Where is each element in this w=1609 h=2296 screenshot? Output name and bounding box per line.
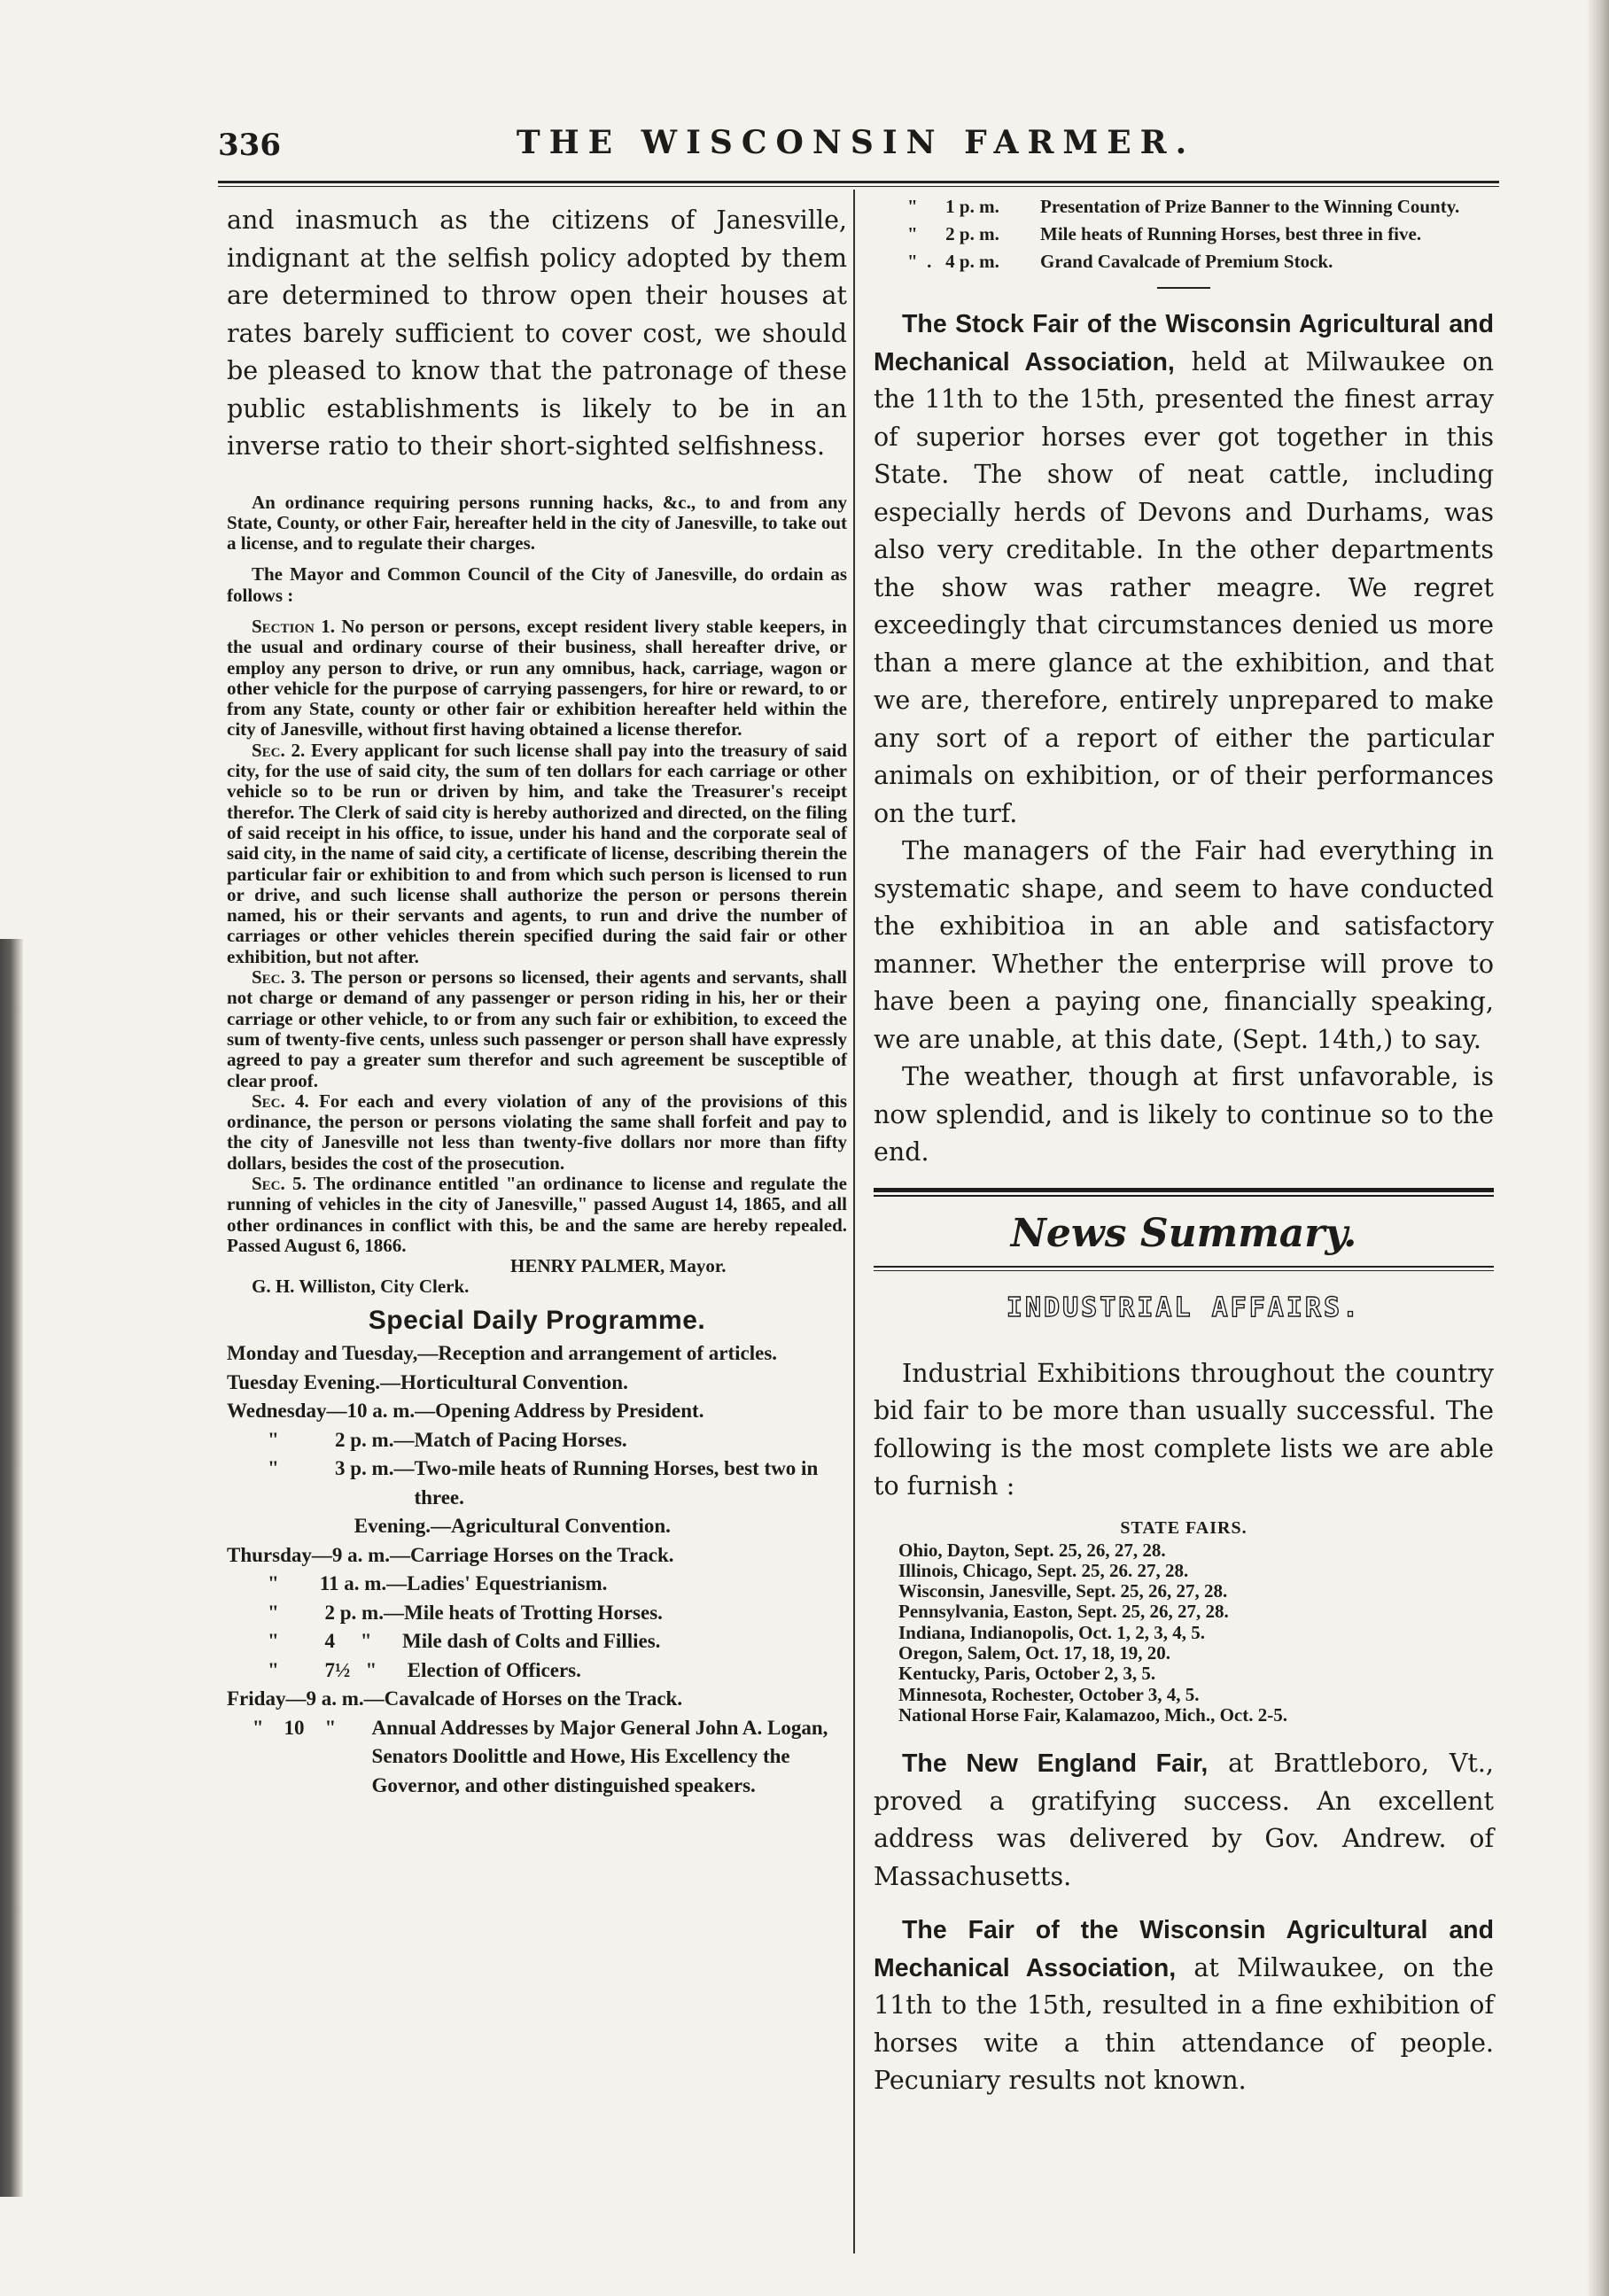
section-text: For each and every violation of any of the provisions of this ordinance, the person or persons violating the same shall forfeit and pay to the city of Janesville not less than twenty-five dollars nor more than fifty dollars, besides the cost of the prosecution. — [227, 1090, 848, 1174]
wisconsin-fair-paragraph — [874, 1912, 1494, 2100]
programme-entry: " 3 p. m.— Two-mile heats of Running Horses, best two in three. — [227, 1457, 819, 1509]
state-fair-item: Minnesota, Rochester, October 3, 4, 5. — [898, 1683, 1200, 1705]
section-label: Sec. 3. — [252, 966, 306, 989]
section-text: Every applicant for such license shall pay into the treasury of said city, for the use of said city, the sum of ten dollars for each carriage or other vehicle so to be run or driven by him, and take the Treasurer's receipt therefor. The Clerk of said city is hereby authorized and directed, on the filing of said receipt in his office, to issue, under his hand and the corporate seal of said city, in the name of said city, a certificate of license, describing therein the particular fair or exhibition to and from which such person is licensed to run or drive, and such license shall authorize the person or persons therein named, his or their servants and agents, to run and drive the number of carriages or other vehicles therein specified during the said fair or other exhibition, but not after. — [227, 739, 847, 967]
state-fair-item: Oregon, Salem, Oct. 17, 18, 19, 20. — [898, 1641, 1171, 1664]
state-fairs-heading: STATE FAIRS. — [1120, 1517, 1248, 1538]
programme-entry: " 2 p. m.— Mile heats of Trotting Horses. — [227, 1601, 663, 1624]
section-label: Section 1. — [252, 615, 335, 637]
state-fair-item: Kentucky, Paris, October 2, 3, 5. — [898, 1663, 1156, 1685]
programme-entry: Wednesday—10 a. m.— Opening Address by President. — [227, 1400, 704, 1423]
section-label: Sec. 5. — [252, 1173, 307, 1194]
double-rule — [874, 1188, 1494, 1200]
ordinance-section-3 — [227, 967, 847, 1091]
state-fair-item: Wisconsin, Janesville, Sept. 25, 26, 27, 28. — [898, 1580, 1228, 1602]
programme-continued — [874, 193, 1494, 275]
programme-entry: " 7½ " Election of Officers. — [227, 1658, 581, 1681]
programme-entry: " . 4 p. m. Grand Cavalcade of Premium Stock. — [907, 251, 1333, 272]
wisconsin-fair-text: at Milwaukee, on the 11th to the 15th, resulted in a fine exhibition of horses wite a thin attendance of people. Pecuniary results not known. — [874, 1952, 1494, 2096]
ordinance-title: An ordinance requiring persons running hacks, &c., to and from any State, County, or other Fair, hereafter held in the city of Janesville, to take out a license, and to regulate their charges. — [227, 491, 847, 555]
intro-paragraph: and inasmuch as the citizens of Janesville, indignant at the selfish policy adopted by them are determined to throw open their houses at rates barely sufficient to cover cost, we should be pleased to know that the patronage of these public establishments is likely to be in an inverse ratio to their short-sighted selfishness. — [227, 206, 847, 461]
ordinance-section-5 — [227, 1174, 847, 1256]
programme-title: Special Daily Programme. — [368, 1306, 706, 1336]
industrial-paragraph: Industrial Exhibitions throughout the country bid fair to be more than usually successful. The following is the most complete lists we are able to furnish : — [874, 1358, 1494, 1501]
ordinance-enacting-clause: The Mayor and Common Council of the City of Janesville, do ordain as follows : — [227, 563, 847, 606]
section-text: The person or persons so licensed, their agents and servants, shall not charge or demand of any passenger or person riding in his, her or their carriage or other vehicle, to or from any such fair or exhibition, to exceed the sum of twenty-five cents, unless such passenger or person shall have expressly agreed to pay a greater sum therefor and such agreement be susceptible of clear proof. — [227, 966, 847, 1091]
section-text: The ordinance entitled "an ordinance to license and regulate the running of vehicles in the city of Janesville," passed August 14, 1865, and all other ordinances in conflict with this, be and the same are hereby repealed. Passed August 6, 1866. — [227, 1173, 847, 1256]
programme-entry: Tuesday Evening.— Horticultural Convention. — [227, 1370, 628, 1393]
thin-double-rule — [874, 1266, 1494, 1275]
section-separator — [874, 277, 1494, 299]
stock-fair-text: held at Milwaukee on the 11th to the 15th, presented the finest array of superior horses ever got together in this State. The show of neat cattle, including especially herds of Devons and Durhams, was also very creditable. In the other departments the show was rather meagre. We regret exceedingly that circumstances denied us more than a mere glance at the exhibition, and that we are, therefore, entirely unprepared to make any sort of a report of either the particular animals on exhibition, or of their performances on the turf. — [874, 346, 1495, 828]
ordinance-section-1 — [227, 617, 847, 741]
ordinance-section-4 — [227, 1091, 847, 1174]
state-fair-item: Indiana, Indianopolis, Oct. 1, 2, 3, 4, 5. — [898, 1621, 1206, 1643]
stock-fair-paragraph — [874, 306, 1494, 833]
left-column — [227, 202, 847, 1800]
programme-entry: " 2 p. m.— Match of Pacing Horses. — [227, 1428, 627, 1451]
stock-fair-heading: The Stock Fair of the Wisconsin Agricultural and Mechanical Association, — [874, 310, 1494, 376]
section-label: Sec. 2. — [252, 739, 306, 761]
managers-paragraph: The managers of the Fair had everything in systematic shape, and seem to have conducted the exhibitioa in an able and satisfactory manner. Whether the enterprise will prove to have been a paying one, financially speaking, we are unable, at this date, (Sept. 14th,) to say. — [874, 836, 1494, 1054]
running-head — [218, 124, 1494, 174]
journal-title: THE WISCONSIN FARMER. — [516, 124, 1196, 161]
programme-entry: Thursday—9 a. m.— Carriage Horses on the Track. — [227, 1543, 674, 1566]
programme-entry: Evening.—Agricultural Convention. — [354, 1515, 671, 1538]
programme-list — [227, 1339, 847, 1800]
programme-entry: Friday—9 a. m.— Cavalcade of Horses on the Track. — [227, 1687, 683, 1710]
section-label: Sec. 4. — [252, 1090, 309, 1112]
state-fair-item: Ohio, Dayton, Sept. 25, 26, 27, 28. — [898, 1539, 1166, 1561]
ordinance-section-2 — [227, 741, 847, 967]
page-number: 336 — [218, 128, 281, 163]
programme-entry: " 2 p. m. Mile heats of Running Horses, best three in five. — [907, 223, 1422, 244]
programme-entry: Monday and Tuesday,— Reception and arrangement of articles. — [227, 1342, 778, 1365]
programme-entry: " 10 " Annual Addresses by Major General John A. Logan, Senators Doolittle and Howe, His Excellency the Governor, and other distinguished speakers. — [227, 1716, 828, 1796]
clerk-signature: G. H. Williston, City Clerk. — [252, 1276, 470, 1298]
programme-entry: " 1 p. m. Presentation of Prize Banner to the Winning County. — [907, 196, 1460, 217]
state-fair-item: Pennsylvania, Easton, Sept. 25, 26, 27, 28. — [898, 1601, 1229, 1623]
news-summary-heading: News Summary. — [1010, 1210, 1357, 1256]
binding-edge-strip — [0, 939, 23, 2197]
new-england-fair-paragraph — [874, 1745, 1494, 1896]
page-edge-shadow — [1586, 0, 1609, 2296]
header-rule-thin — [218, 186, 1499, 187]
state-fair-item: National Horse Fair, Kalamazoo, Mich., Oct. 2-5. — [898, 1703, 1287, 1726]
column-divider — [853, 190, 855, 2253]
new-england-fair-heading: The New England Fair, — [902, 1749, 1209, 1779]
new-england-fair-text: at Brattleboro, Vt., proved a gratifying success. An excellent address was delivered by Gov. Andrew. of Massachusetts. — [874, 1749, 1494, 1891]
state-fairs-list — [874, 1540, 1494, 1726]
state-fair-item: Illinois, Chicago, Sept. 25, 26. 27, 28. — [898, 1559, 1189, 1581]
industrial-affairs-heading: INDUSTRIAL AFFAIRS. — [1006, 1292, 1362, 1323]
section-text: No person or persons, except resident livery stable keepers, in the usual and ordinary course of their business, shall hereafter drive, or employ any person to drive, or run any omnibus, hack, carriage, wagon or other vehicle for the purpose of carrying passengers, for hire or reward, to or from any State, county or other fair or exhibition hereafter held within the city of Janesville, without first having obtained a license therefor. — [227, 615, 848, 741]
wisconsin-fair-heading: The Fair of the Wisconsin Agricultural and Mechanical Association, — [874, 1916, 1494, 1982]
weather-paragraph: The weather, though at first unfavorable, is now splendid, and is likely to continue so to the end. — [874, 1062, 1494, 1167]
programme-entry: " 4 " Mile dash of Colts and Fillies. — [227, 1630, 661, 1653]
header-rule — [218, 181, 1499, 183]
programme-entry: " 11 a. m.— Ladies' Equestrianism. — [227, 1572, 608, 1595]
right-column — [874, 193, 1494, 2100]
mayor-signature: HENRY PALMER, Mayor. — [510, 1255, 727, 1277]
